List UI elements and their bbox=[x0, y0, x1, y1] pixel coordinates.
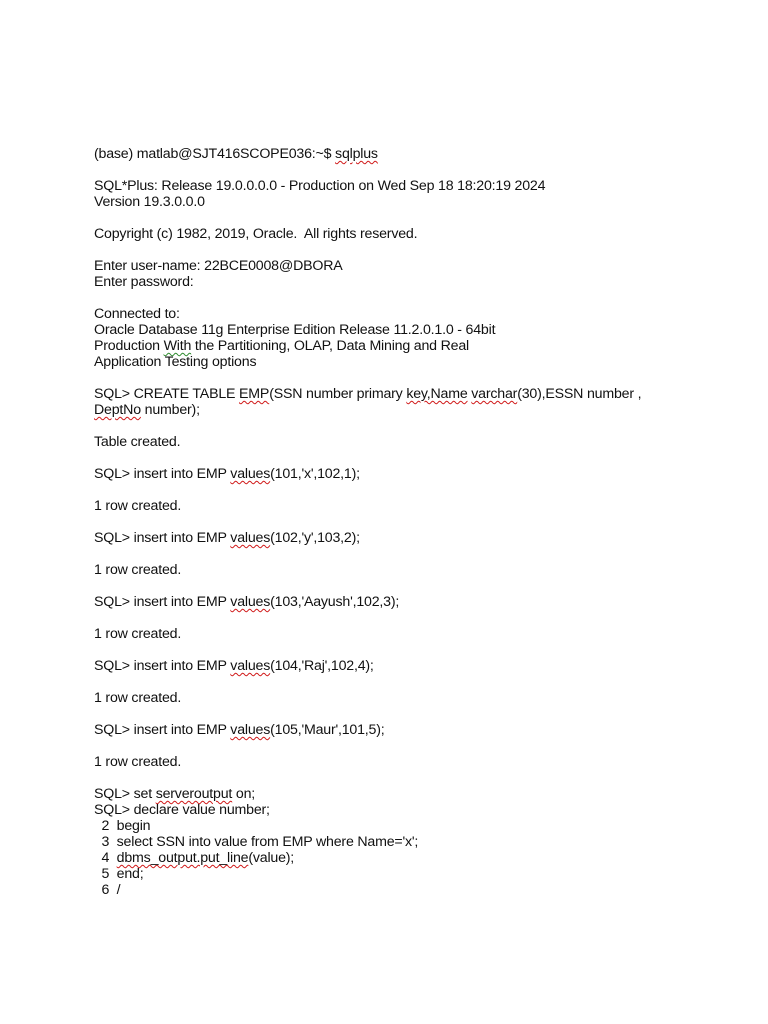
connected-line-3-pre: Production bbox=[94, 338, 164, 354]
plsql-line-1-pre: SQL> set bbox=[94, 786, 156, 802]
row-created-text: 1 row created. bbox=[94, 754, 182, 770]
insert-keyword: values bbox=[230, 658, 271, 674]
connected-block bbox=[94, 306, 714, 370]
insert-keyword: values bbox=[230, 594, 271, 610]
plsql-line-6: 5 end; bbox=[94, 866, 144, 882]
insert-pre: SQL> insert into EMP bbox=[94, 722, 231, 738]
insert-pre: SQL> insert into EMP bbox=[94, 594, 231, 610]
banner-version: Version 19.3.0.0.0 bbox=[94, 194, 205, 210]
plsql-block bbox=[94, 786, 714, 898]
connected-line-1: Connected to: bbox=[94, 306, 180, 322]
create-d: key,Name bbox=[406, 386, 468, 402]
insert-line bbox=[94, 594, 714, 610]
insert-line bbox=[94, 658, 714, 674]
insert-4-result bbox=[94, 690, 714, 706]
insert-keyword: values bbox=[230, 530, 271, 546]
plsql-line-2: SQL> declare value number; bbox=[94, 802, 270, 818]
insert-keyword: values bbox=[230, 466, 271, 482]
connected-line-3 bbox=[94, 338, 714, 354]
create-h: DeptNo bbox=[94, 402, 141, 418]
plsql-line-1-post: on; bbox=[232, 786, 256, 802]
banner-release: SQL*Plus: Release 19.0.0.0.0 - Production on Wed Sep 18 18:20:19 2024 bbox=[94, 178, 546, 194]
shell-prompt-block bbox=[94, 146, 714, 162]
password-line: Enter password: bbox=[94, 274, 194, 290]
create-b: EMP bbox=[239, 386, 270, 402]
insert-line bbox=[94, 722, 714, 738]
insert-post: (103,'Aayush',102,3); bbox=[270, 594, 400, 610]
plsql-line-5-pre: 4 bbox=[94, 850, 117, 866]
copyright-block bbox=[94, 226, 714, 242]
insert-5-result bbox=[94, 754, 714, 770]
create-a: SQL> CREATE TABLE bbox=[94, 386, 240, 402]
shell-prompt-text: (base) matlab@SJT416SCOPE036:~$ bbox=[94, 146, 336, 162]
copyright-text: Copyright (c) 1982, 2019, Oracle. All rights reserved. bbox=[94, 226, 418, 242]
insert-3-result bbox=[94, 626, 714, 642]
login-block bbox=[94, 258, 714, 290]
shell-command: sqlplus bbox=[335, 146, 378, 162]
shell-prompt-line bbox=[94, 146, 714, 162]
insert-line bbox=[94, 530, 714, 546]
insert-2 bbox=[94, 530, 714, 546]
create-c: (SSN number primary bbox=[269, 386, 407, 402]
plsql-line-1 bbox=[94, 786, 714, 802]
create-g: (30),ESSN number , bbox=[517, 386, 642, 402]
insert-post: (101,'x',102,1); bbox=[270, 466, 360, 482]
connected-line-3-with: With bbox=[163, 338, 192, 354]
row-created-text: 1 row created. bbox=[94, 562, 182, 578]
insert-pre: SQL> insert into EMP bbox=[94, 466, 231, 482]
plsql-line-5-kw: dbms_output.put_line bbox=[116, 850, 249, 866]
row-created-text: 1 row created. bbox=[94, 498, 182, 514]
sqlplus-banner bbox=[94, 178, 714, 210]
insert-5 bbox=[94, 722, 714, 738]
plsql-line-5 bbox=[94, 850, 714, 866]
plsql-line-3: 2 begin bbox=[94, 818, 151, 834]
connected-line-2: Oracle Database 11g Enterprise Edition Release 11.2.0.1.0 - 64bit bbox=[94, 322, 496, 338]
table-created-block bbox=[94, 434, 714, 450]
insert-pre: SQL> insert into EMP bbox=[94, 658, 231, 674]
insert-4 bbox=[94, 658, 714, 674]
plsql-line-1-kw: serveroutput bbox=[155, 786, 233, 802]
table-created-text: Table created. bbox=[94, 434, 181, 450]
plsql-line-4: 3 select SSN into value from EMP where Name='x'; bbox=[94, 834, 419, 850]
plsql-line-5-post: (value); bbox=[248, 850, 295, 866]
row-created-text: 1 row created. bbox=[94, 626, 182, 642]
create-i: number); bbox=[140, 402, 200, 418]
insert-post: (105,'Maur',101,5); bbox=[270, 722, 385, 738]
username-line: Enter user-name: 22BCE0008@DBORA bbox=[94, 258, 343, 274]
insert-keyword: values bbox=[230, 722, 271, 738]
terminal-transcript bbox=[94, 146, 714, 914]
plsql-line-7: 6 / bbox=[94, 882, 121, 898]
create-table-block bbox=[94, 386, 714, 418]
insert-2-result bbox=[94, 562, 714, 578]
insert-post: (102,'y',103,2); bbox=[270, 530, 360, 546]
create-line-2 bbox=[94, 402, 714, 418]
create-line-1 bbox=[94, 386, 714, 402]
insert-3 bbox=[94, 594, 714, 610]
insert-line bbox=[94, 466, 714, 482]
insert-1 bbox=[94, 466, 714, 482]
insert-post: (104,'Raj',102,4); bbox=[270, 658, 374, 674]
insert-1-result bbox=[94, 498, 714, 514]
row-created-text: 1 row created. bbox=[94, 690, 182, 706]
connected-line-4: Application Testing options bbox=[94, 354, 257, 370]
connected-line-3-post: the Partitioning, OLAP, Data Mining and Real bbox=[191, 338, 469, 354]
create-f: varchar bbox=[471, 386, 518, 402]
insert-pre: SQL> insert into EMP bbox=[94, 530, 231, 546]
